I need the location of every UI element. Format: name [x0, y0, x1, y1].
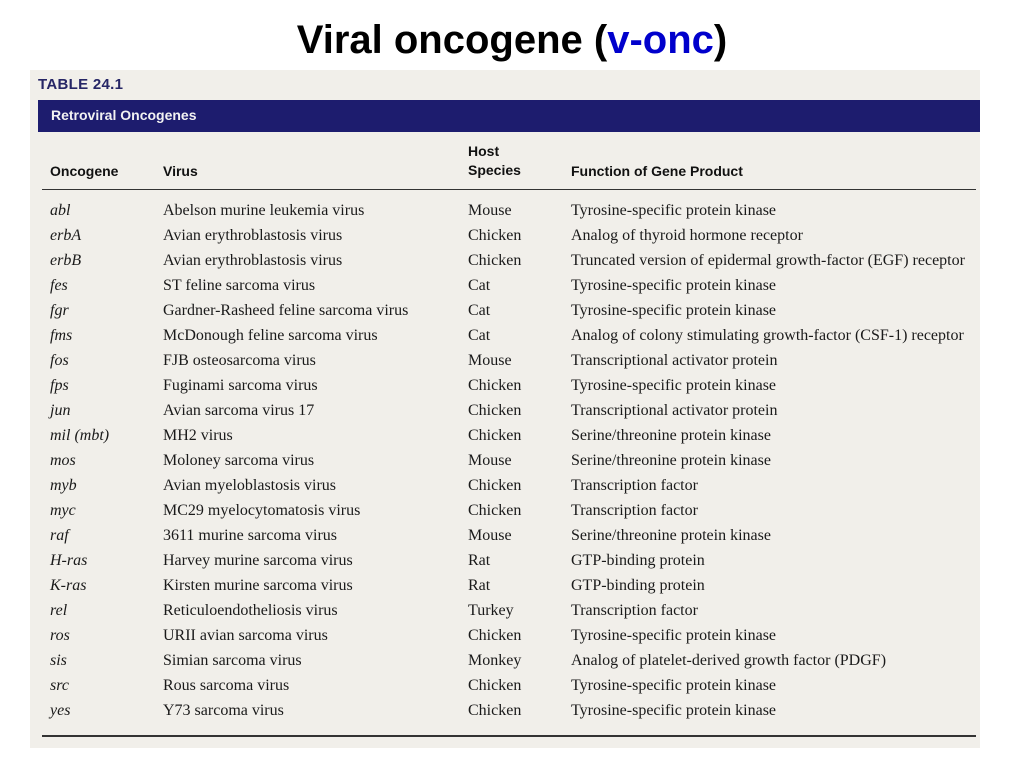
cell-oncogene: src — [50, 677, 69, 694]
table-body — [30, 198, 980, 723]
table-row — [30, 298, 980, 323]
cell-host: Monkey — [468, 652, 522, 669]
cell-function: Transcription factor — [571, 502, 698, 519]
header-host — [468, 142, 521, 180]
cell-function: Serine/threonine protein kinase — [571, 527, 771, 544]
cell-function: Tyrosine-specific protein kinase — [571, 627, 777, 644]
cell-virus: Harvey murine sarcoma virus — [163, 552, 353, 569]
cell-host: Chicken — [468, 402, 522, 419]
cell-function: Transcription factor — [571, 477, 698, 494]
slide-title-suffix: ) — [713, 18, 728, 62]
cell-function: Tyrosine-specific protein kinase — [571, 377, 777, 394]
slide-title-prefix: Viral oncogene ( — [296, 18, 608, 62]
cell-host: Turkey — [468, 602, 514, 619]
cell-oncogene: yes — [50, 702, 71, 719]
slide-title — [0, 18, 1024, 62]
table-row — [30, 223, 980, 248]
slide-title-accent: v-onc — [607, 18, 714, 62]
cell-virus: Avian erythroblastosis virus — [163, 227, 343, 244]
cell-function: GTP-binding protein — [571, 552, 705, 569]
table-row — [30, 698, 980, 723]
cell-virus: Gardner-Rasheed feline sarcoma virus — [163, 302, 409, 319]
cell-oncogene: erbB — [50, 252, 82, 269]
cell-oncogene: fps — [50, 377, 69, 394]
cell-oncogene: sis — [50, 652, 67, 669]
cell-oncogene: fes — [50, 277, 68, 294]
cell-host: Chicken — [468, 677, 522, 694]
cell-function: Tyrosine-specific protein kinase — [571, 702, 777, 719]
table-row — [30, 598, 980, 623]
table-row — [30, 273, 980, 298]
cell-oncogene: fgr — [50, 302, 69, 319]
cell-function: Analog of platelet-derived growth factor (PDGF) — [571, 652, 887, 669]
cell-oncogene: mos — [50, 452, 76, 469]
cell-virus: Avian sarcoma virus 17 — [163, 402, 315, 419]
cell-virus: ST feline sarcoma virus — [163, 277, 316, 294]
cell-virus: Avian myeloblastosis virus — [163, 477, 337, 494]
cell-oncogene: myc — [50, 502, 76, 519]
table-row — [30, 198, 980, 223]
cell-host: Mouse — [468, 452, 512, 469]
cell-virus: Abelson murine leukemia virus — [163, 202, 365, 219]
cell-virus: McDonough feline sarcoma virus — [163, 327, 378, 344]
cell-virus: MH2 virus — [163, 427, 233, 444]
cell-host: Chicken — [468, 502, 522, 519]
cell-oncogene: erbA — [50, 227, 82, 244]
cell-host: Chicken — [468, 227, 522, 244]
cell-virus: Reticuloendotheliosis virus — [163, 602, 338, 619]
table-row — [30, 448, 980, 473]
table-row — [30, 648, 980, 673]
table-row — [30, 498, 980, 523]
cell-function: Analog of colony stimulating growth-factor (CSF-1) receptor — [571, 327, 964, 344]
cell-oncogene: jun — [50, 402, 71, 419]
cell-host: Chicken — [468, 627, 522, 644]
table-row — [30, 573, 980, 598]
table-row — [30, 623, 980, 648]
cell-host: Chicken — [468, 377, 522, 394]
cell-oncogene: K-ras — [50, 577, 87, 594]
cell-host: Cat — [468, 302, 491, 319]
cell-host: Rat — [468, 577, 491, 594]
scanned-table-image — [30, 70, 980, 748]
cell-host: Chicken — [468, 702, 522, 719]
cell-oncogene: rel — [50, 602, 68, 619]
table-row — [30, 473, 980, 498]
table-row — [30, 348, 980, 373]
cell-host: Cat — [468, 277, 491, 294]
cell-oncogene: raf — [50, 527, 69, 544]
table-row — [30, 548, 980, 573]
cell-oncogene: fms — [50, 327, 73, 344]
cell-oncogene: fos — [50, 352, 69, 369]
table-row — [30, 673, 980, 698]
cell-virus: Simian sarcoma virus — [163, 652, 302, 669]
table-label: TABLE 24.1 — [38, 76, 124, 93]
cell-oncogene: H-ras — [50, 552, 88, 569]
cell-virus: Fuginami sarcoma virus — [163, 377, 318, 394]
cell-oncogene: ros — [50, 627, 70, 644]
cell-function: Transcriptional activator protein — [571, 402, 778, 419]
header-function: Function of Gene Product — [571, 163, 743, 179]
cell-host: Chicken — [468, 252, 522, 269]
cell-function: Serine/threonine protein kinase — [571, 452, 771, 469]
cell-virus: URII avian sarcoma virus — [163, 627, 328, 644]
table-row — [30, 423, 980, 448]
cell-oncogene: mil (mbt) — [50, 427, 110, 444]
cell-host: Chicken — [468, 427, 522, 444]
cell-host: Mouse — [468, 202, 512, 219]
header-host-line1: Host — [468, 143, 500, 159]
table-bottom-rule — [42, 735, 976, 737]
table-row — [30, 523, 980, 548]
cell-function: Transcriptional activator protein — [571, 352, 778, 369]
cell-function: Tyrosine-specific protein kinase — [571, 302, 777, 319]
cell-virus: MC29 myelocytomatosis virus — [163, 502, 361, 519]
cell-function: Transcription factor — [571, 602, 698, 619]
cell-function: Tyrosine-specific protein kinase — [571, 677, 777, 694]
cell-virus: Kirsten murine sarcoma virus — [163, 577, 353, 594]
table-row — [30, 248, 980, 273]
cell-host: Mouse — [468, 527, 512, 544]
header-oncogene: Oncogene — [50, 163, 119, 179]
cell-virus: Moloney sarcoma virus — [163, 452, 315, 469]
table-caption: Retroviral Oncogenes — [51, 107, 197, 123]
table-row — [30, 373, 980, 398]
cell-function: Tyrosine-specific protein kinase — [571, 202, 777, 219]
cell-oncogene: myb — [50, 477, 77, 494]
cell-host: Rat — [468, 552, 491, 569]
cell-function: Serine/threonine protein kinase — [571, 427, 771, 444]
header-virus: Virus — [163, 163, 198, 179]
table-caption-band — [38, 100, 980, 132]
cell-virus: Rous sarcoma virus — [163, 677, 290, 694]
cell-host: Cat — [468, 327, 491, 344]
table-row — [30, 323, 980, 348]
cell-function: Truncated version of epidermal growth-factor (EGF) receptor — [571, 252, 965, 269]
cell-host: Mouse — [468, 352, 512, 369]
header-host-line2: Species — [468, 162, 521, 178]
cell-virus: 3611 murine sarcoma virus — [163, 527, 338, 544]
header-divider — [42, 189, 976, 190]
table-row — [30, 398, 980, 423]
cell-function: Tyrosine-specific protein kinase — [571, 277, 777, 294]
cell-virus: Avian erythroblastosis virus — [163, 252, 343, 269]
cell-host: Chicken — [468, 477, 522, 494]
cell-oncogene: abl — [50, 202, 71, 219]
cell-virus: FJB osteosarcoma virus — [163, 352, 316, 369]
cell-virus: Y73 sarcoma virus — [163, 702, 284, 719]
cell-function: Analog of thyroid hormone receptor — [571, 227, 803, 244]
cell-function: GTP-binding protein — [571, 577, 705, 594]
